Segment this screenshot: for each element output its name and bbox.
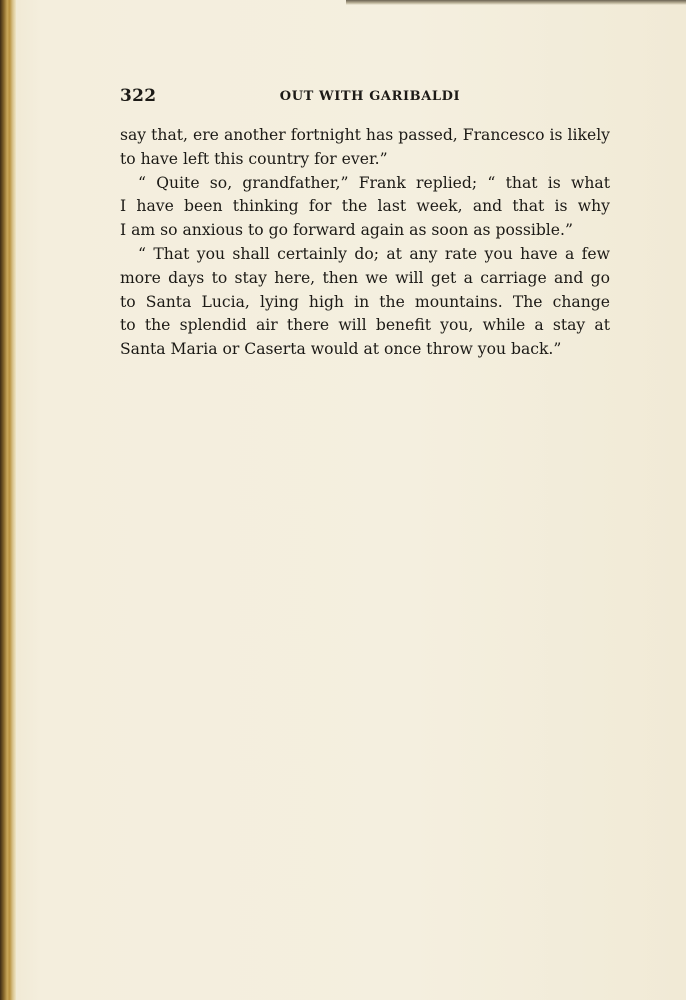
book-spine-edge — [0, 0, 16, 1000]
running-head — [120, 86, 610, 110]
body-text — [120, 124, 610, 362]
text-line: to Santa Lucia, lying high in the mountains. The change — [120, 292, 610, 311]
text-line: to have left this country for ever.” — [120, 149, 388, 168]
text-line: I have been thinking for the last week, and that is why — [120, 197, 610, 216]
text-line: to the splendid air there will benefit you, while a stay at — [120, 316, 610, 335]
text-line: more days to stay here, then we will get a carriage and go — [120, 268, 610, 287]
text-line: Santa Maria or Caserta would at once throw you back.” — [120, 340, 562, 359]
text-line: say that, ere another fortnight has passed, Francesco is likely — [120, 126, 610, 144]
text-line: I am so anxious to go forward again as soon as possible.” — [120, 221, 573, 240]
facing-page-edge — [346, 0, 686, 5]
page-number: 322 — [120, 86, 157, 106]
running-title: OUT WITH GARIBALDI — [279, 89, 461, 104]
text-line: “ That you shall certainly do; at any rate you have a few — [138, 244, 610, 263]
text-line: “ Quite so, grandfather,” Frank replied; “ that is what — [138, 173, 610, 192]
